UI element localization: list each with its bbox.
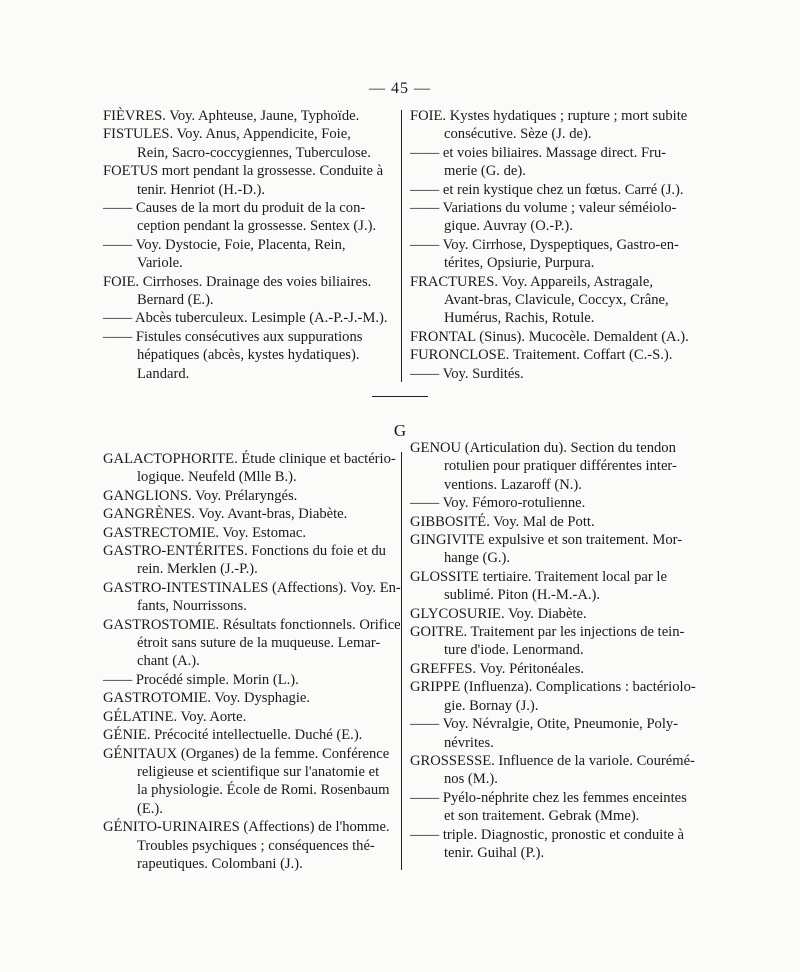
entry-line: GÉNITAUX (Organes) de la femme. Conférence — [103, 745, 390, 762]
entry-line: térites, Opsiurie, Purpura. — [444, 255, 595, 272]
index-entry — [410, 752, 710, 789]
entry-line: GÉNIE. Précocité intellectuelle. Duché (E.). — [103, 727, 363, 744]
index-entry — [410, 623, 710, 660]
entry-line: Avant-bras, Clavicule, Coccyx, Crâne, — [444, 292, 669, 309]
entry-line: GANGLIONS. Voy. Prélaryngés. — [103, 487, 298, 504]
index-entry — [103, 273, 393, 310]
entry-line: la physiologie. École de Romi. Rosenbaum — [137, 782, 390, 799]
index-entry — [103, 616, 401, 671]
index-entry — [103, 708, 398, 726]
entry-line: hange (G.). — [444, 550, 511, 567]
entry-line: Bernard (E.). — [137, 292, 214, 309]
bottom-column-divider — [401, 452, 402, 870]
entry-line: —— Variations du volume ; valeur séméiolo- — [410, 200, 677, 217]
entry-line: —— Voy. Névralgie, Otite, Pneumonie, Poly- — [410, 716, 679, 733]
index-entry — [103, 328, 393, 383]
entry-line: chant (A.). — [137, 653, 200, 670]
index-entry — [103, 689, 398, 707]
entry-line: —— Abcès tuberculeux. Lesimple (A.-P.-J.-M.). — [103, 310, 388, 327]
entry-line: tenir. Henriot (H.-D.). — [137, 181, 266, 198]
entry-line: FRONTAL (Sinus). Mucocèle. Demaldent (A.). — [410, 328, 689, 345]
index-entry — [103, 487, 398, 505]
entry-line: religieuse et scientifique sur l'anatomie et — [137, 763, 380, 780]
index-entry — [410, 715, 710, 752]
entry-line: —— Voy. Cirrhose, Dyspeptiques, Gastro-en- — [410, 236, 679, 253]
entry-line: GRIPPE (Influenza). Complications : bactériolo- — [410, 679, 696, 696]
entry-line: sublimé. Piton (H.-M.-A.). — [444, 587, 601, 604]
entry-line: GOITRE. Traitement par les injections de tein- — [410, 624, 685, 641]
index-entry — [410, 660, 710, 678]
index-entry — [103, 505, 398, 523]
entry-line: —— Voy. Dystocie, Foie, Placenta, Rein, — [103, 236, 346, 253]
index-entry — [103, 579, 401, 616]
entry-line: ture d'iode. Lenormand. — [444, 642, 584, 659]
entry-line: fants, Nourrissons. — [137, 598, 247, 615]
index-entry — [103, 524, 398, 542]
entry-line: rein. Merklen (J.-P.). — [137, 561, 258, 578]
entry-line: Variole. — [137, 255, 183, 272]
entry-line: —— Voy. Fémoro-rotulienne. — [410, 495, 586, 512]
index-entry — [410, 328, 710, 346]
entry-line: Rein, Sacro-coccygiennes, Tuberculose. — [137, 144, 371, 161]
index-entry — [103, 125, 393, 162]
index-entry — [410, 365, 710, 383]
entry-line: GANGRÈNES. Voy. Avant-bras, Diabète. — [103, 506, 348, 523]
entry-line: logique. Neufeld (Mlle B.). — [137, 469, 297, 486]
entry-line: —— et voies biliaires. Massage direct. Fru- — [410, 144, 667, 161]
entry-line: —— Voy. Surdités. — [410, 365, 524, 382]
index-entry — [103, 818, 398, 873]
index-entry — [103, 199, 393, 236]
entry-line: GENOU (Articulation du). Section du tendon — [410, 440, 676, 456]
entry-line: —— Fistules consécutives aux suppurations — [103, 328, 363, 345]
index-entry — [410, 826, 710, 863]
index-entry — [410, 494, 710, 512]
bottom-right-column — [410, 439, 710, 862]
index-entry — [103, 542, 398, 579]
entry-line: —— Causes de la mort du produit de la con- — [103, 200, 366, 217]
section-letter: G — [393, 421, 407, 440]
index-entry — [410, 605, 710, 623]
entry-line: nos (M.). — [444, 771, 498, 788]
index-entry — [103, 107, 393, 125]
index-entry — [410, 678, 710, 715]
entry-line: GASTROTOMIE. Voy. Dysphagie. — [103, 690, 311, 707]
entry-line: FOIE. Cirrhoses. Drainage des voies biliaires. — [103, 273, 372, 290]
entry-line: —— Procédé simple. Morin (L.). — [103, 671, 299, 688]
index-entry — [410, 181, 710, 199]
index-entry — [103, 162, 393, 199]
entry-line: GÉLATINE. Voy. Aorte. — [103, 708, 247, 725]
entry-line: GLYCOSURIE. Voy. Diabète. — [410, 605, 587, 622]
entry-line: GASTRO-ENTÉRITES. Fonctions du foie et du — [103, 543, 386, 560]
index-entry — [410, 144, 710, 181]
index-entry — [410, 236, 710, 273]
index-entry — [410, 439, 710, 494]
entry-line: étroit sans suture de la muqueuse. Lemar- — [137, 635, 381, 652]
entry-line: rotulien pour pratiquer différentes inter- — [444, 458, 677, 475]
entry-line: GÉNITO-URINAIRES (Affections) de l'homme. — [103, 819, 390, 836]
entry-line: ception pendant la grossesse. Sentex (J.). — [137, 218, 377, 235]
entry-line: FISTULES. Voy. Anus, Appendicite, Foie, — [103, 126, 351, 143]
index-entry — [103, 236, 393, 273]
entry-line: Landard. — [137, 365, 190, 382]
index-entry — [103, 671, 398, 689]
entry-line: rapeutiques. Colombani (J.). — [137, 855, 303, 872]
entry-line: hépatiques (abcès, kystes hydatiques). — [137, 347, 360, 364]
entry-line: ventions. Lazaroff (N.). — [444, 476, 582, 493]
entry-line: GINGIVITE expulsive et son traitement. Mor- — [410, 532, 683, 549]
entry-line: GASTROSTOMIE. Résultats fonctionnels. Orifice — [103, 616, 401, 633]
page-number: — 45 — — [369, 80, 431, 97]
entry-line: gie. Bornay (J.). — [444, 697, 539, 714]
entry-line: FOETUS mort pendant la grossesse. Conduite à — [103, 163, 384, 180]
entry-line: GREFFES. Voy. Péritonéales. — [410, 660, 585, 677]
entry-line: GASTRO-INTESTINALES (Affections). Voy. En- — [103, 579, 401, 596]
entry-line: —— Pyélo-néphrite chez les femmes enceintes — [410, 789, 687, 806]
top-column-divider — [401, 110, 402, 382]
index-entry — [410, 531, 710, 568]
entry-line: GASTRECTOMIE. Voy. Estomac. — [103, 524, 306, 541]
bottom-left-column — [103, 450, 401, 873]
index-entry — [103, 309, 393, 327]
index-entry — [410, 346, 710, 364]
index-entry — [410, 199, 710, 236]
entry-line: névrites. — [444, 734, 494, 751]
index-entry — [103, 745, 398, 819]
index-entry — [103, 726, 398, 744]
index-entry — [410, 568, 710, 605]
top-left-column — [103, 107, 393, 383]
section-divider — [372, 396, 428, 397]
entry-line: consécutive. Sèze (J. de). — [444, 126, 592, 143]
entry-line: —— et rein kystique chez un fœtus. Carré (J.). — [410, 181, 684, 198]
index-entry — [410, 513, 710, 531]
entry-line: FRACTURES. Voy. Appareils, Astragale, — [410, 273, 653, 290]
entry-line: Humérus, Rachis, Rotule. — [444, 310, 595, 327]
entry-line: merie (G. de). — [444, 163, 526, 180]
entry-line: GROSSESSE. Influence de la variole. Courémé- — [410, 752, 695, 769]
entry-line: GALACTOPHORITE. Étude clinique et bactério- — [103, 451, 396, 467]
entry-line: —— triple. Diagnostic, pronostic et conduite à — [410, 826, 684, 843]
entry-line: GLOSSITE tertiaire. Traitement local par le — [410, 568, 667, 585]
top-right-column — [410, 107, 710, 383]
entry-line: tenir. Guihal (P.). — [444, 844, 545, 861]
index-entry — [410, 789, 710, 826]
index-entry — [410, 273, 710, 328]
entry-line: GIBBOSITÉ. Voy. Mal de Pott. — [410, 513, 595, 530]
entry-line: et son traitement. Gebrak (Mme). — [444, 808, 640, 825]
entry-line: Troubles psychiques ; conséquences thé- — [137, 837, 375, 854]
entry-line: FIÈVRES. Voy. Aphteuse, Jaune, Typhoïde. — [103, 108, 360, 124]
entry-line: (E.). — [137, 800, 163, 817]
entry-line: FURONCLOSE. Traitement. Coffart (C.-S.). — [410, 347, 673, 364]
entry-line: FOIE. Kystes hydatiques ; rupture ; mort subite — [410, 108, 688, 124]
entry-line: gique. Auvray (O.-P.). — [444, 218, 573, 235]
index-entry — [103, 450, 398, 487]
index-entry — [410, 107, 710, 144]
